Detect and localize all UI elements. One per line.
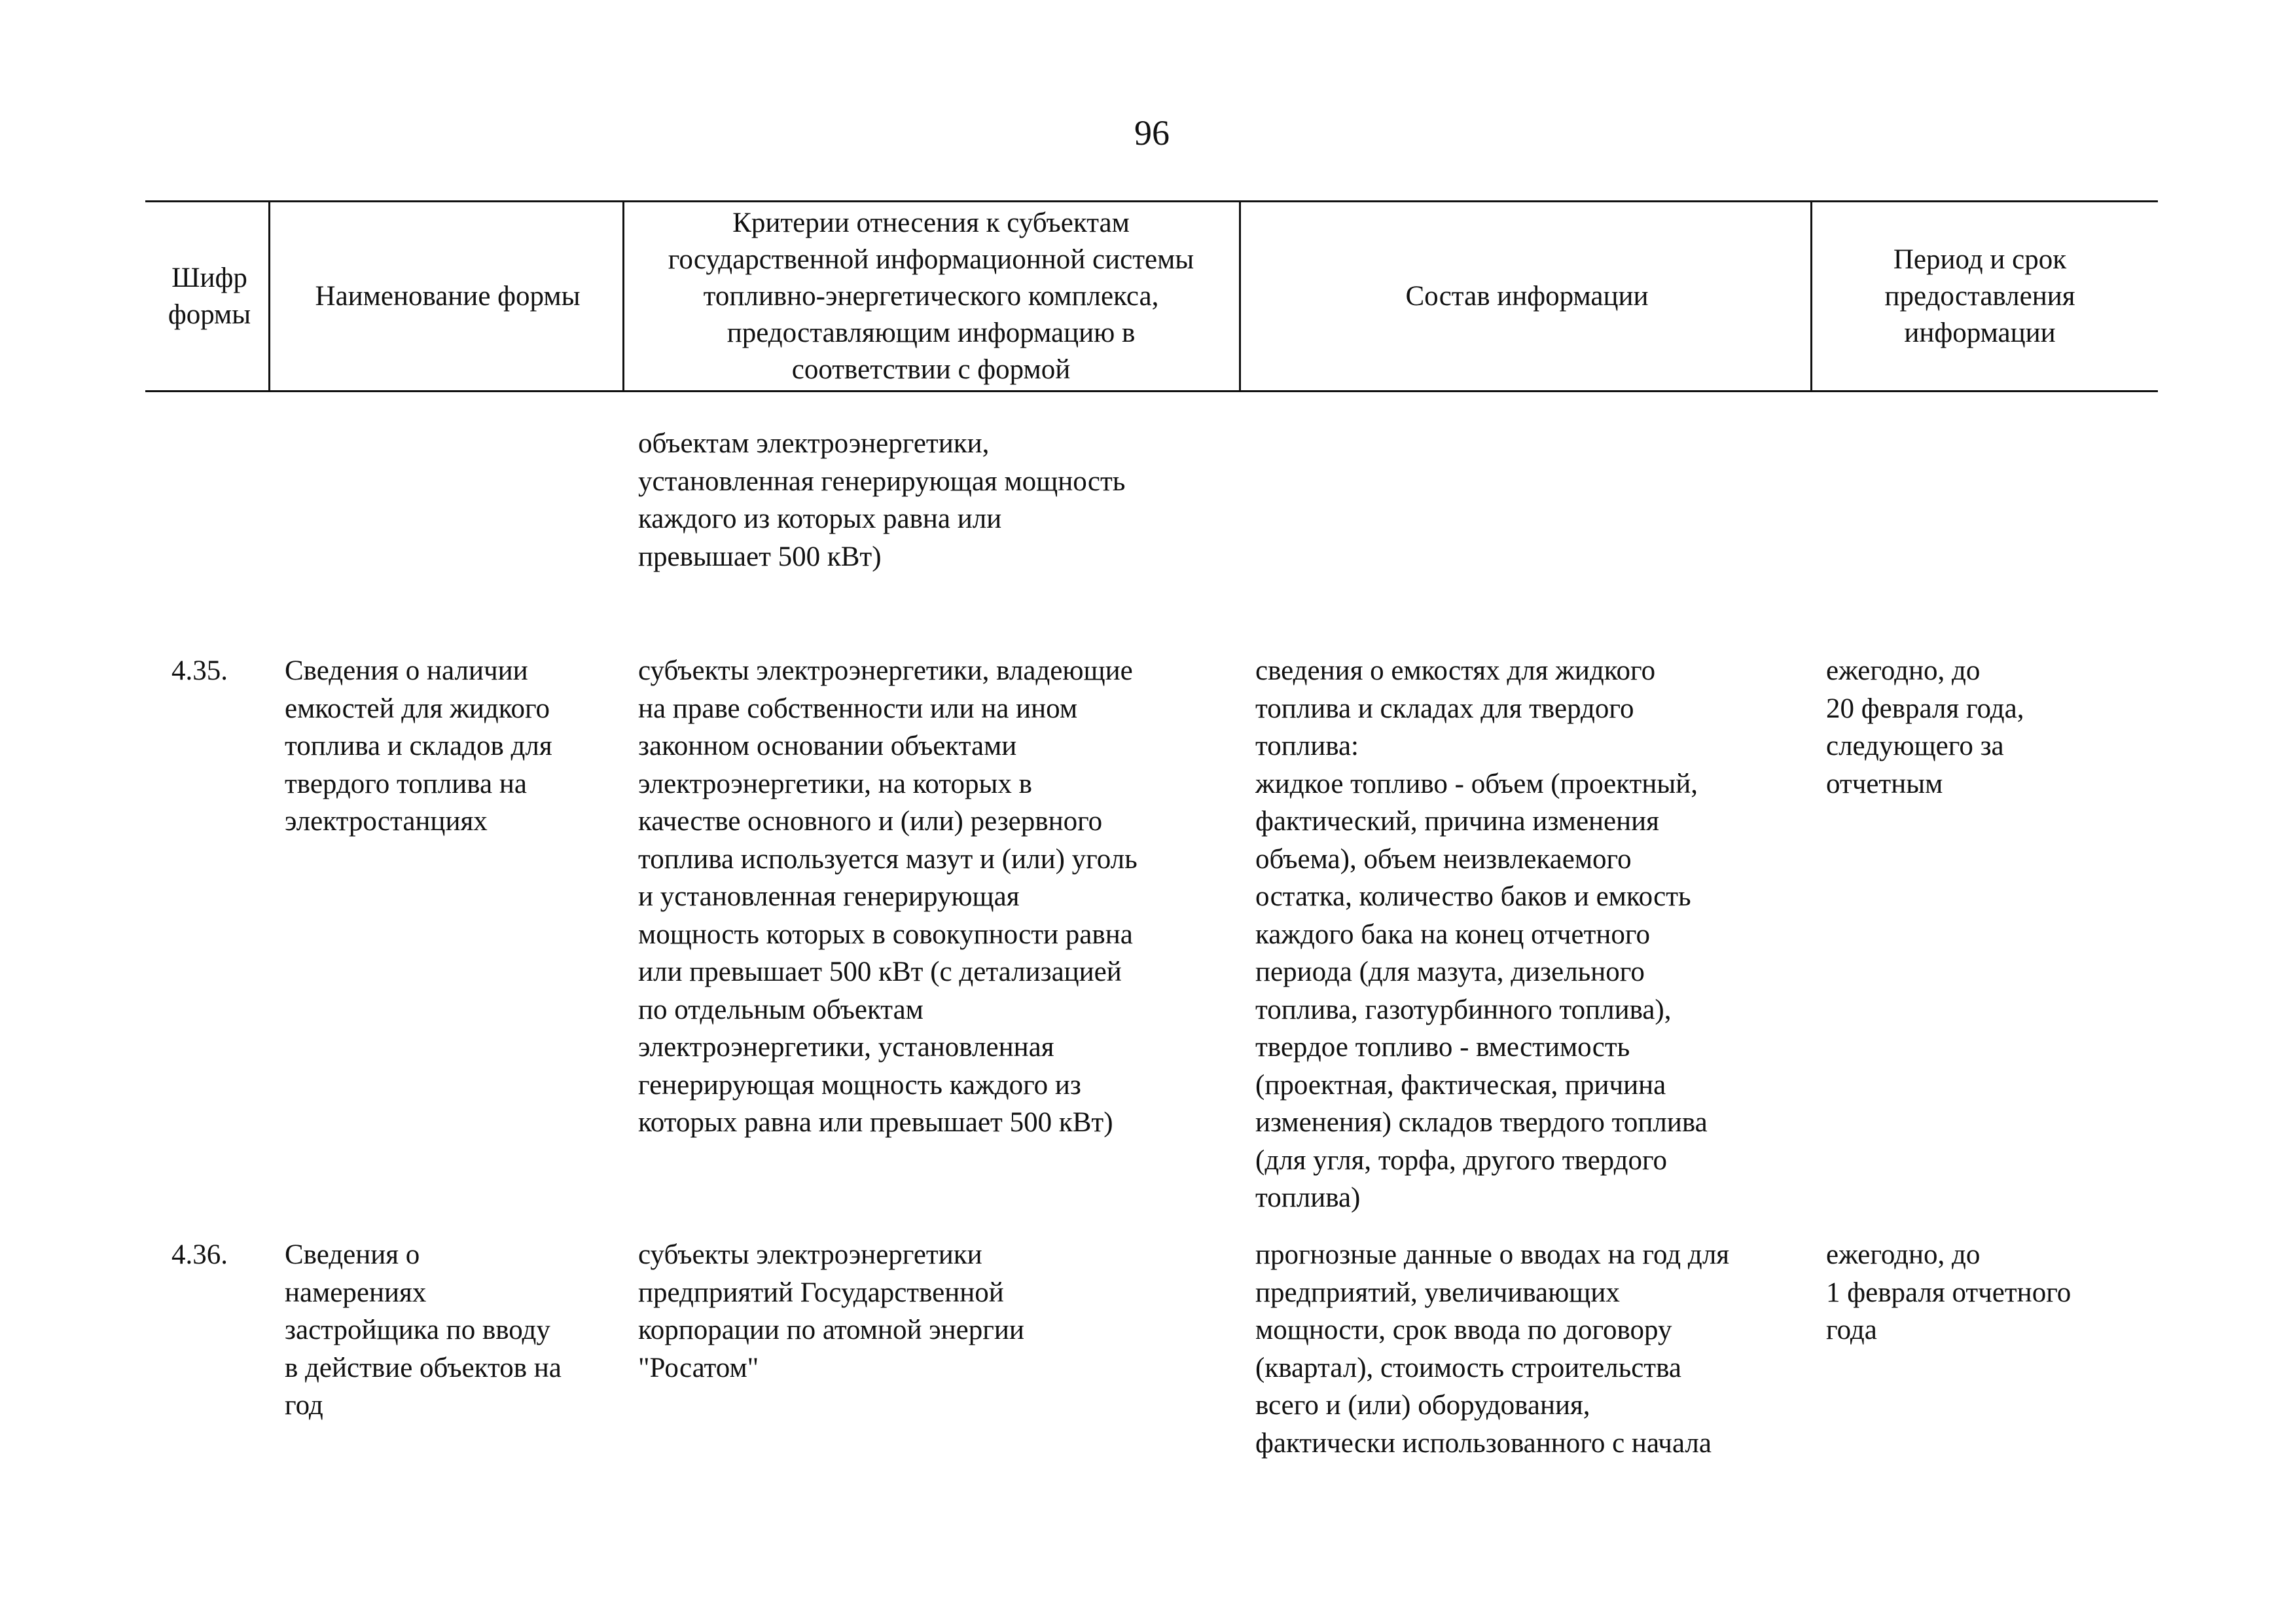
header-divider-2: [622, 200, 624, 392]
header-period: Период и срок предоставления информации: [1884, 244, 2075, 348]
row-4-35-criteria: субъекты электроэнергетики, владеющие на праве собственности или на ином законном основании объектами электроэнергетики, на которых в качестве основного и (или) резервного топлива используется мазут и (или) уголь и установленная генерирующая мощность которых в совокупности равна или превышает 500 кВт (с детализацией по отдельным объектам электроэнергетики, установленная генерирующая мощность каждого из которых равна или превышает 500 кВт): [638, 655, 1138, 1138]
header-form-name: Наименование формы: [315, 281, 581, 312]
row-4-35-code: 4.35.: [171, 655, 228, 686]
header-content: Состав информации: [1405, 281, 1649, 312]
continuation-criteria: объектам электроэнергетики, установленная генерирующая мощность каждого из которых равна или превышает 500 кВт): [638, 428, 1126, 572]
header-divider-1: [268, 200, 270, 392]
row-4-36-content: прогнозные данные о вводах на год для предприятий, увеличивающих мощности, срок ввода по договору (квартал), стоимость строительства всего и (или) оборудования, фактически использованного с начала: [1255, 1239, 1730, 1459]
row-4-36-criteria: субъекты электроэнергетики предприятий Государственной корпорации по атомной энергии "Росатом": [638, 1239, 1024, 1383]
row-4-36-name: Сведения о намерениях застройщика по вводу в действие объектов на год: [285, 1239, 562, 1421]
header-divider-3: [1239, 200, 1241, 392]
row-4-35-content: сведения о емкостях для жидкого топлива и складах для твердого топлива: жидкое топливо - объем (проектный, фактический, причина изменения объема), объем неизвлекаемого остатка, количество баков и емкость каждого бака на конец отчетного периода (для мазута, дизельного топлива, газотурбинного топлива), твердое топливо - вместимость (проектная, фактическая, причина изменения) складов твердого топлива (для угля, торфа, другого твердого топлива): [1255, 655, 1708, 1213]
row-4-35-name: Сведения о наличии емкостей для жидкого топлива и складов для твердого топлива на электростанциях: [285, 655, 552, 837]
row-4-36-period: ежегодно, до 1 февраля отчетного года: [1826, 1239, 2072, 1345]
table-header-bottom-rule: [145, 390, 2158, 392]
header-criteria: Критерии отнесения к субъектам государственной информационной системы топливно-энергетического комплекса, предоставляющим информацию в соответствии с формой: [668, 208, 1194, 385]
row-4-35-period: ежегодно, до 20 февраля года, следующего за отчетным: [1826, 655, 2024, 799]
table-top-rule: [145, 200, 2158, 202]
page-number: 96: [1134, 113, 1170, 153]
header-code: Шифр формы: [168, 263, 251, 330]
row-4-36-code: 4.36.: [171, 1239, 228, 1270]
header-divider-4: [1810, 200, 1812, 392]
